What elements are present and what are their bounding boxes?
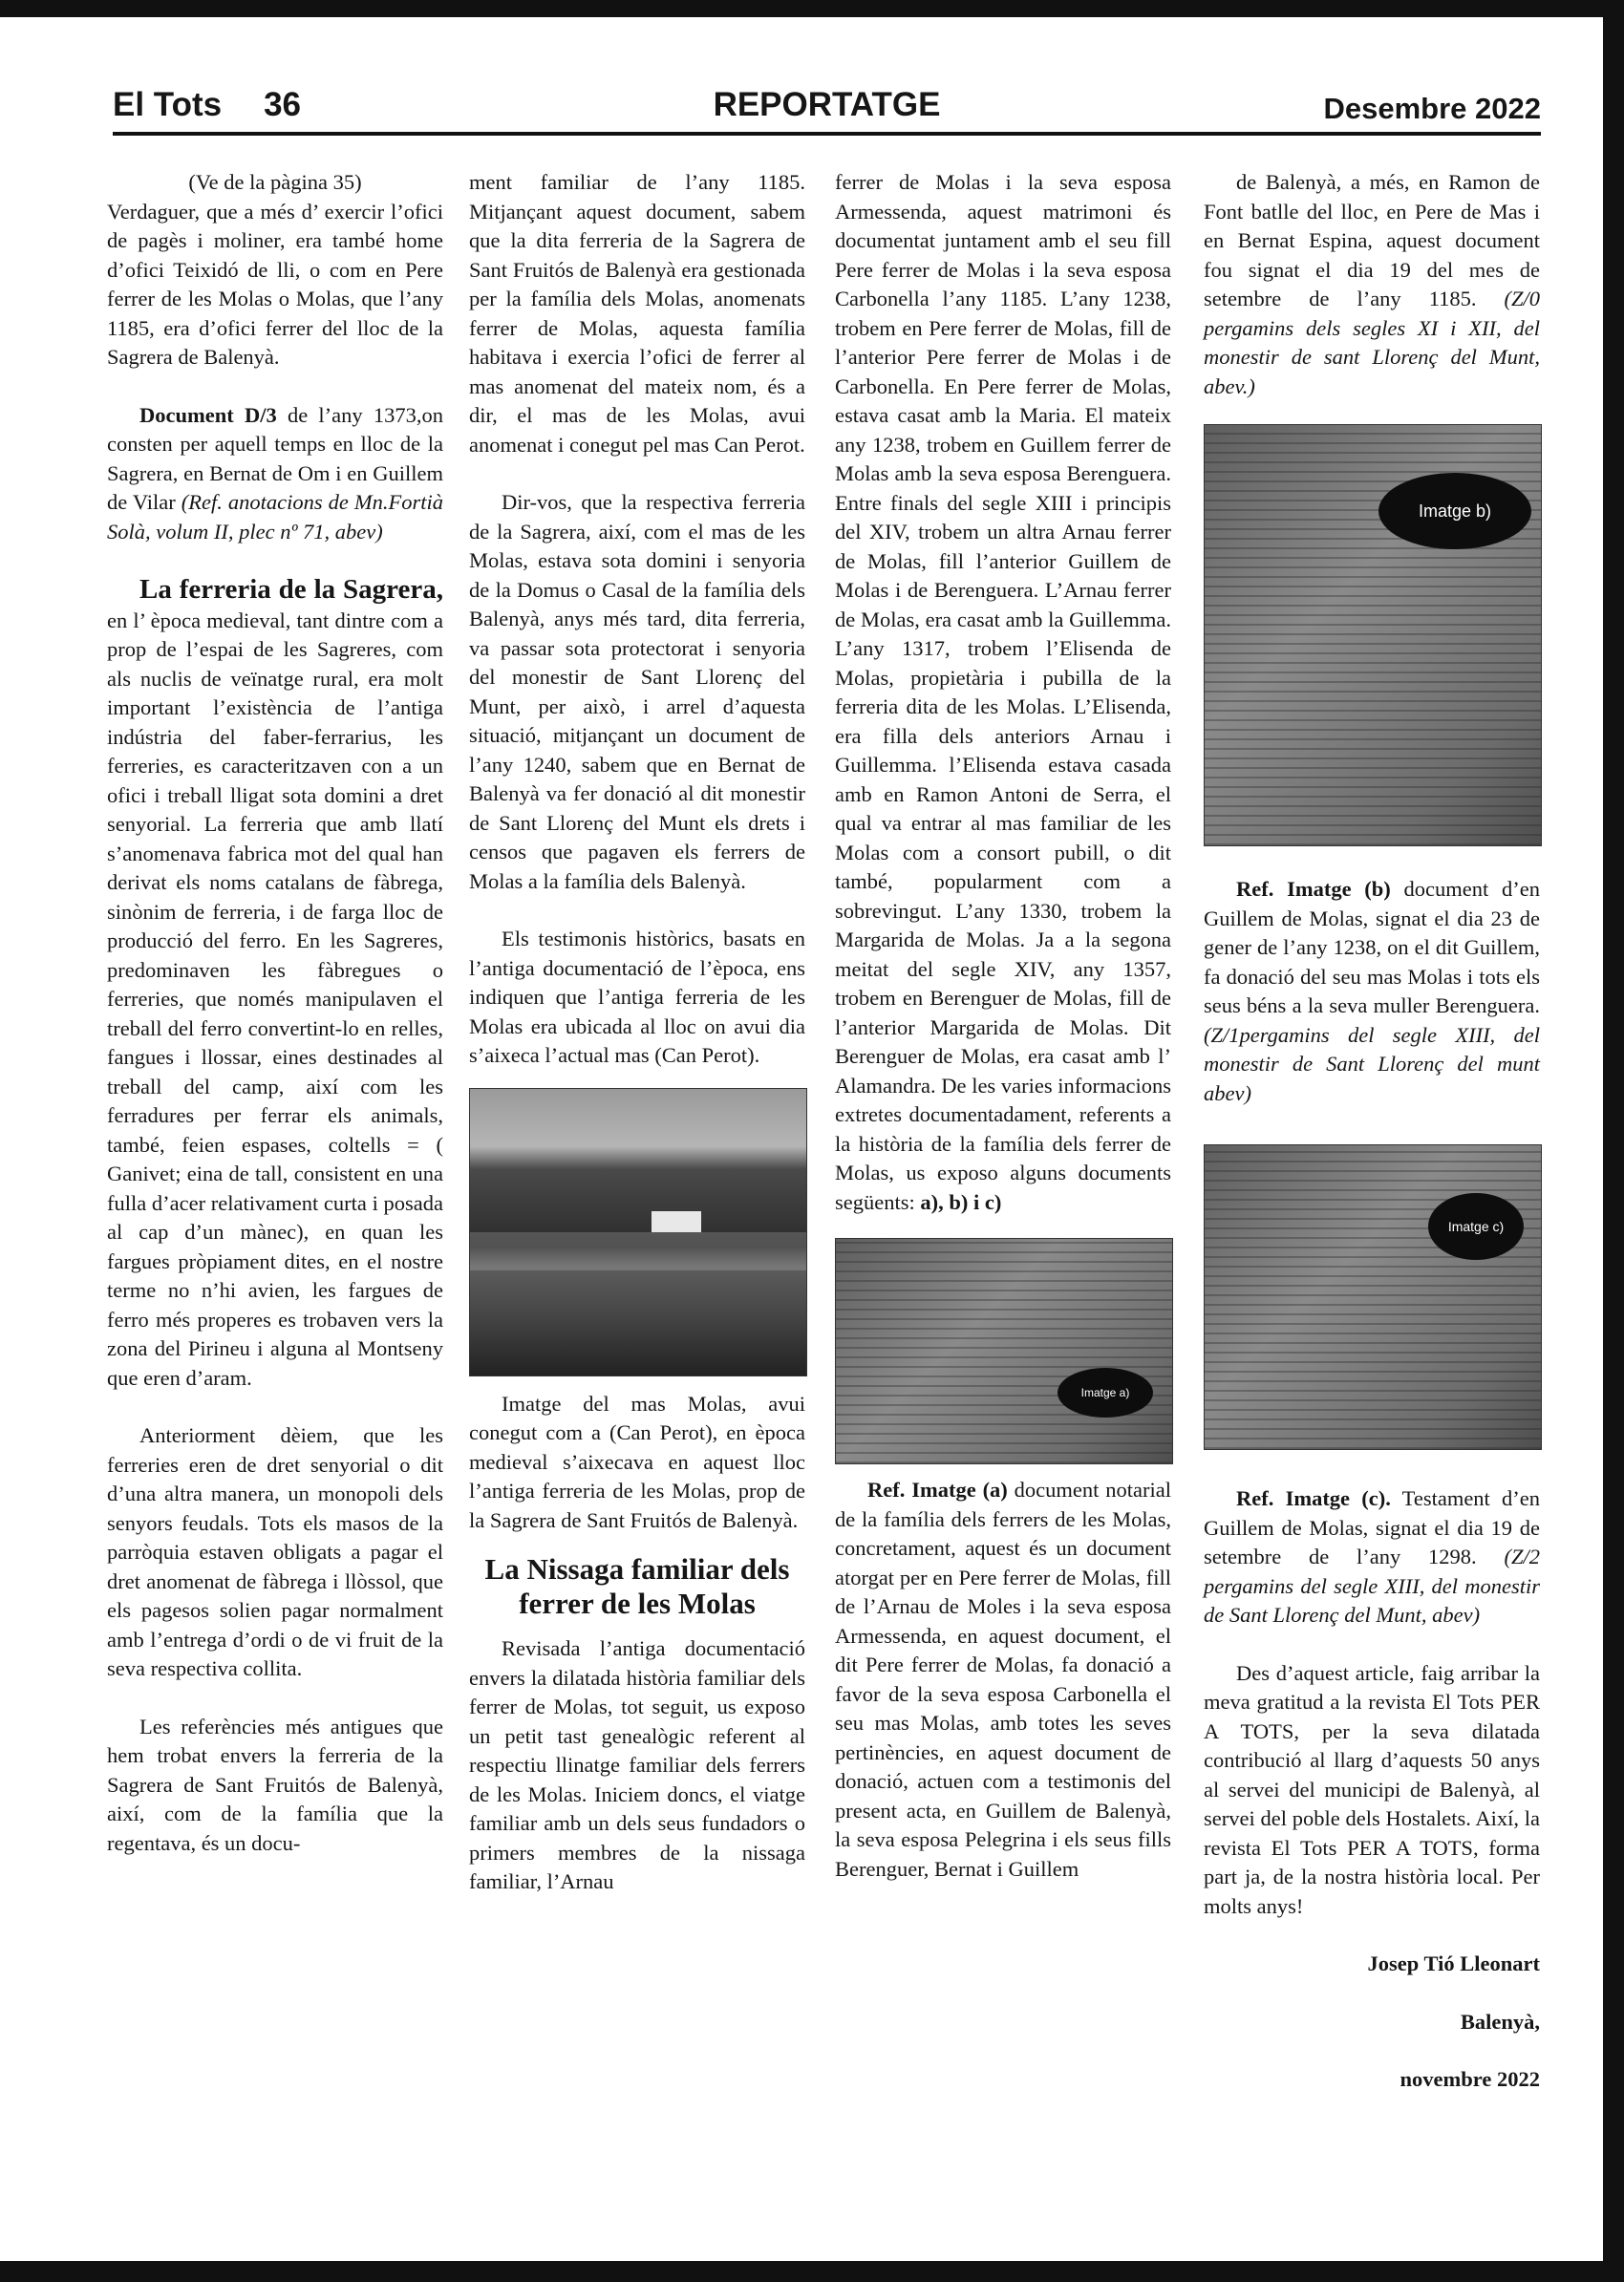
column-3 (835, 168, 1171, 1912)
scan-border-right (1603, 0, 1624, 2282)
paragraph: Els testimonis històrics, basats en l’antiga documentació de l’època, ens indiquen que l’antiga ferreria de les Molas era ubicada al lloc on avui dia s’aixeca l’actual mas (Can Perot). (469, 927, 805, 1067)
doc-label: Document D/3 (139, 402, 277, 427)
paragraph: Revisada l’antiga documentació envers la dilatada història familiar dels ferrer de Molas, tot seguit, us exposo un petit tast genealògic referent al respectiu llinatge familiar dels ferrers de les Molas. Iniciem doncs, el viatge familiar amb un dels seus fundadors o primers membres de la nissaga familiar, l’Arnau (469, 1636, 805, 1893)
section-heading: La Nissaga familiar dels ferrer de les Molas (484, 1552, 790, 1620)
caption-c-label: Ref. Imatge (c). (1236, 1486, 1391, 1510)
scan-border-bottom (0, 2261, 1624, 2282)
doc-ref: (Ref. anotacions de Mn.Fortià Solà, volum II, plec nº 71, abev) (107, 490, 443, 544)
author-date: novembre 2022 (1400, 2067, 1540, 2091)
page-number: 36 (264, 86, 302, 123)
paragraph-text: ferrer de Molas i la seva esposa Armessenda, aquest matrimoni és documentat juntament amb el seu fill Pere ferrer de Molas i la seva esposa Carbonella l’any 1185. L’any 1238, trobem en Pere ferrer de Molas, fill de l’anterior Pere ferrer de Molas i de Carbonella. En Pere ferrer de Molas, estava casat amb la Maria. El mateix any 1238, trobem en Guillem ferrer de Molas amb la seva esposa Berenguera. Entre finals del segle XIII i principis del XIV, trobem un altra Arnau ferrer de Molas, fill l’anterior Guillem de Molas i de Berenguera. L’Arnau ferrer de Molas, era casat amb la Guillemma. L’any 1317, trobem l’Elisenda de Molas, propietària i pubilla de la ferreria dita de les Molas. L’Elisenda, era filla dels anteriors Arnau i Guillemma. l’Elisenda estava casada amb en Ramon Antoni de Serra, el qual va entrar al mas familiar de les Molas com a consort pubill, o dit també, popularment com a sobrevingut. L’any 1330, trobem la Margarida de Molas. Ja a la segona meitat del segle XIV, any 1357, trobem en Berenguer de Molas, fill de l’anterior Margarida de Molas. Dit Berenguer de Molas, era casat amb l’ Alamandra. De les varies informacions extretes documentadament, referents a la història de la família dels ferrer de Molas, us exposo alguns documents següents: (835, 170, 1171, 1214)
ferreria-paragraph (107, 575, 443, 1393)
document-d3-paragraph (107, 401, 443, 547)
caption-a-label: Ref. Imatge (a) (867, 1478, 1008, 1502)
column-1 (107, 168, 443, 1887)
paragraph (1204, 168, 1540, 401)
page-header (113, 84, 1541, 130)
paragraph (835, 168, 1171, 1217)
caption-c-text: Testament d’en Guillem de Molas, signat el dia 19 de setembre de l’any 1298. (1204, 1486, 1540, 1568)
image-c-label: Imatge c) (1428, 1193, 1524, 1260)
continued-note: (Ve de la pàgina 35) (188, 170, 362, 194)
author-place: Balenyà, (1460, 2009, 1540, 2034)
paragraph: ment familiar de l’any 1185. Mitjançant aquest document, sabem que la dita ferreria de la Sagrera de Sant Fruitós de Balenyà era gestionada per la família dels Molas, anomenats ferrer de Molas, aquesta família habitava i exercia l’ofici de ferrer al mas anomenat del mateix nom, és a dir, el mas de les Molas, avui anomenat i conegut pel mas Can Perot. (469, 170, 805, 457)
acknowledgement-paragraph: Des d’aquest article, faig arribar la meva gratitud a la revista El Tots PER A TOTS, per la seva dilatada contribució al llarg d’aquests 50 anys al servei del municipi de Balenyà, al servei del poble dels Hostalets. Així, la revista El Tots PER A TOTS, forma part ja, de la nostra història local. Per molts anys! (1204, 1660, 1540, 1918)
publication-name: El Tots (113, 86, 223, 123)
section-heading: La ferreria de la Sagrera, (139, 574, 443, 605)
field-band (470, 1232, 806, 1270)
column-4 (1204, 168, 1540, 2123)
paragraph: Dir-vos, que la respectiva ferreria de la Sagrera, així, com el mas de les Molas, estava sota domini i senyoria de la Domus o Casal de la família dels Balenyà, anys més tard, dita ferreria, va passar sota protectorat i senyoria del monestir de Sant Llorenç del Munt, per això, i arrel d’aquesta situació, mitjançant un document de l’any 1240, sabem que en Bernat de Balenyà va fer donació al dit monestir de Sant Llorenç del Munt els drets i censos que pagaven els ferrers de Molas a la família dels Balenyà. (469, 490, 805, 893)
document-b-image (1204, 424, 1542, 846)
paragraph: Les referències més antigues que hem trobat envers la ferreria de la Sagrera de Sant Fruitós de Balenyà, així, com de la família que la regentava, és un docu- (107, 1714, 443, 1855)
column-2 (469, 168, 805, 1926)
paragraph-text: de Balenyà, a més, en Ramon de Font batlle del lloc, en Pere de Mas i en Bernat Espina, aquest document fou signat el dia 19 del mes de setembre de l’any 1185. (1204, 170, 1540, 310)
issue-date: Desembre 2022 (1323, 92, 1541, 125)
farmhouse-shape (652, 1211, 701, 1232)
paragraph: Verdaguer, que a més d’ exercir l’ofici de pagès i moliner, era també home d’ofici Teixidó de lli, o com en Pere ferrer de les Molas o Molas, que l’any 1185, era d’ofici ferrer del lloc de la Sagrera de Balenyà. (107, 199, 443, 369)
author-name: Josep Tió Lleonart (1367, 1951, 1540, 1975)
caption-b-ref: (Z/1pergamins del segle XIII, del monestir de Sant Llorenç del munt abev) (1204, 1022, 1540, 1105)
image-a-label: Imatge a) (1058, 1368, 1153, 1418)
section-title: REPORTATGE (713, 86, 941, 123)
caption-c-ref: (Z/2 pergamins del segle XIII, del monestir de Sant Llorenç del Munt, abev) (1204, 1545, 1540, 1627)
document-list: a), b) i c) (914, 1189, 1002, 1214)
caption-b-text: document d’en Guillem de Molas, signat el dia 23 de gener de l’any 1238, on el dit Guillem, fa donació del seu mas Molas i tots els seus béns a la seva muller Berenguera. (1204, 877, 1540, 1017)
image-b-label: Imatge b) (1378, 473, 1531, 549)
reference: (Z/0 pergamins dels segles XI i XII, del monestir de sant Llorenç del Munt, abev.) (1204, 287, 1540, 398)
caption-a (835, 1476, 1171, 1884)
mas-molas-photo (469, 1088, 807, 1376)
paragraph: Anteriorment dèiem, que les ferreries eren de dret senyorial o dit d’una altra manera, un monopoli dels senyors feudals. Tots els masos de la parròquia estaven obligats a pagar el dret anomenat de fàbrega i llòssol, que els pagesos solien pagar normalment amb l’entrega d’ordi o de vi fruit de la seva respectiva collita. (107, 1423, 443, 1680)
ferreria-text: en l’ època medieval, tant dintre com a prop de l’espai de les Sagreres, com als nuclis de veïnatge rural, era molt important l’existència de l’antiga indústria del faber-ferrarius, les ferreries, es caracteritzaven con a un ofici i treball lligat sota domini a dret senyorial. La ferreria que amb llatí s’anomenava fabrica mot del qual han derivat els noms catalans de fàbrega, sinònim de ferreria, i de farga lloc de producció del ferro. En les Sagreres, predominaven les fàbregues o ferreries, que només manipulaven el treball del ferro convertint-lo en relles, fangues i llossar, eines destinades al treball del camp, així com les ferradures per ferrar els animals, també, feien espases, coltells = ( Ganivet; eina de tall, consistent en una fulla d’acer relativament curta i posada al cap d’un mànec), en quan les fargues pròpiament dites, en el nostre terme no n’hi avien, les fargues de ferro més properes es trobaven vers la zona del Pirineu i alguna al Montseny que eren d’aram. (107, 608, 443, 1390)
photo-caption: Imatge del mas Molas, avui conegut com a (Can Perot), en època medieval s’aixecava en aquest lloc l’antiga ferreria de les Molas, prop de la Sagrera de Sant Fruitós de Balenyà. (469, 1391, 805, 1532)
caption-b (1204, 875, 1540, 1108)
caption-a-text: document notarial de la família dels ferrers de les Molas, concretament, aquest és un document atorgat per en Pere ferrer de Molas, fill de l’Arnau de Moles i la seva esposa Armessenda, en aquest document, el dit Pere ferrer de Molas, fa donació a favor de la seva esposa Carbonella el seu mas Molas, amb totes les seves pertinències, en aquest document de donació, actuen com a testimonis del present acta, en Guillem de Balenyà, la seva esposa Pelegrina i els seus fills Berenguer, Bernat i Guillem (835, 1478, 1171, 1881)
header-rule (113, 132, 1541, 136)
document-a-image (835, 1238, 1173, 1464)
caption-c (1204, 1484, 1540, 1631)
scan-border-top (0, 0, 1624, 17)
doc-text: de l’any 1373,on consten per aquell temps en lloc de la Sagrera, en Bernat de Om i en Guillem de Vilar (107, 402, 444, 514)
document-c-image (1204, 1144, 1542, 1450)
caption-b-label: Ref. Imatge (b) (1236, 877, 1391, 901)
